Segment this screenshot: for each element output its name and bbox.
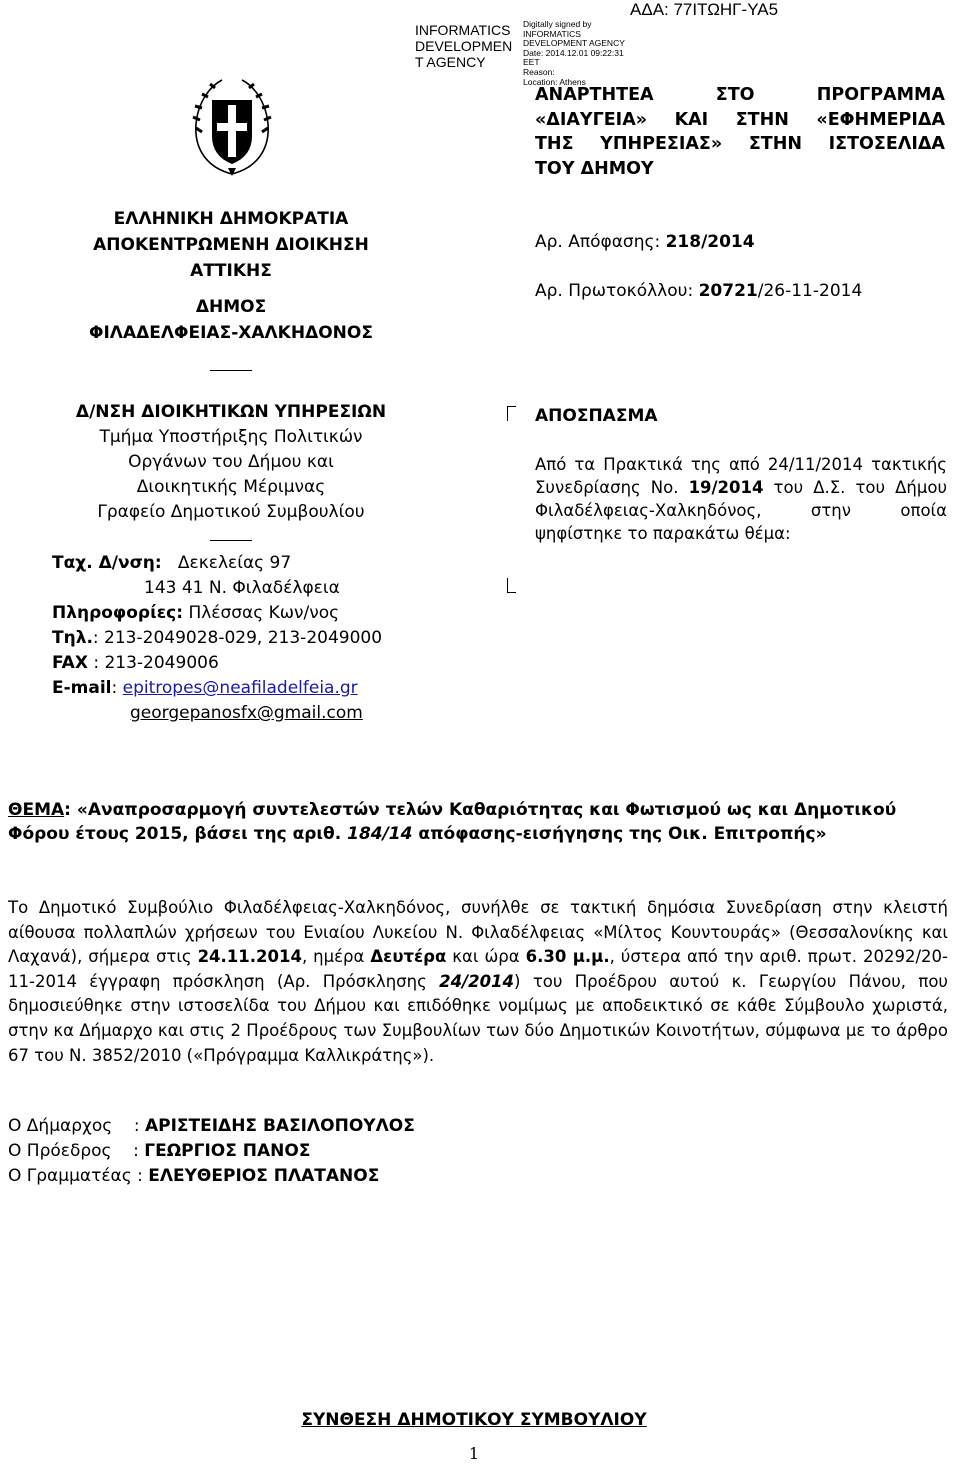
notice-word: ΠΡΟΓΡΑΜΜΑ <box>816 85 945 105</box>
page-number: 1 <box>468 1444 480 1463</box>
department-block <box>38 400 424 525</box>
phone-label: Τηλ. <box>52 628 93 648</box>
body-text: , ύστερα από την αριθ. πρωτ. 20292/20-11-2014 έγγραφη πρόσκληση (Αρ. Πρόσκλησης <box>8 947 949 991</box>
email-link-primary[interactable]: epitropes@neafiladelfeia.gr <box>122 678 358 698</box>
official-role: Ο Δήμαρχος : <box>8 1116 145 1136</box>
protocol-label: Αρ. Πρωτοκόλλου: <box>535 281 699 301</box>
info-label: Πληροφορίες: <box>52 603 184 623</box>
official-name: ΕΛΕΥΘΕΡΙΟΣ ΠΛΑΤΑΝΟΣ <box>148 1166 380 1186</box>
official-name: ΑΡΙΣΤΕΙΔΗΣ ΒΑΣΙΛΟΠΟΥΛΟΣ <box>144 1116 415 1136</box>
notice-word: ΥΠΗΡΕΣΙΑΣ» <box>600 134 723 154</box>
bracket-corner <box>507 406 516 421</box>
subject-label: ΘΕΜΑ <box>8 800 65 820</box>
address-line: 143 41 Ν. Φιλαδέλφεια <box>144 578 340 598</box>
header-line: ΔΗΜΟΣ <box>195 297 267 317</box>
signature-details <box>523 20 625 87</box>
notice-word: «ΕΦΗΜΕΡΙΔΑ <box>816 109 945 130</box>
official-row <box>8 1164 415 1189</box>
fax-label: FAX <box>52 653 88 673</box>
meeting-date: 24.11.2014 <box>197 947 302 967</box>
official-row <box>8 1139 415 1164</box>
protocol-number <box>535 281 862 301</box>
bracket-corner <box>507 578 516 593</box>
official-role: Ο Γραμματέας : <box>8 1166 149 1186</box>
signature-detail-line: DEVELOPMENT AGENCY <box>523 38 625 49</box>
header-line: ΑΤΤΙΚΗΣ <box>190 261 272 281</box>
email-separator: : <box>111 678 123 698</box>
fax-value: : 213-2049006 <box>87 653 219 673</box>
header-line: ΑΠΟΚΕΝΤΡΩΜΕΝΗ ΔΙΟΙΚΗΣΗ <box>93 235 369 255</box>
notice-line: ΤΟΥ ΔΗΜΟΥ <box>535 158 654 179</box>
header-line: ΕΛΛΗΝΙΚΗ ΔΗΜΟΚΡΑΤΙΑ <box>113 209 349 229</box>
signature-detail-line: INFORMATICS <box>523 28 581 39</box>
officials-list <box>8 1114 415 1189</box>
signature-detail-line: Date: 2014.12.01 09:22:31 <box>523 47 624 58</box>
body-paragraph <box>8 896 948 1068</box>
body-text: Το Δημοτικό Συμβούλιο Φιλαδέλφειας-Χαλκηδόνος, συνήλθε σε τακτική δημόσια Συνεδρίαση στην κλειστή αίθουσα πολλαπλών χρήσεων του Ενιαίου Λυκείου Ν. Φιλαδέλφειας «Μίλτος Κουντουράς» (Θεσσαλονίκης και Λαχανά), σήμερα στις <box>8 898 948 967</box>
decision-number <box>535 232 755 252</box>
subject-text: : «Αναπροσαρμογή συντελεστών τελών Καθαριότητας και Φωτισμού ως και Δημοτικού Φόρου έτους 2015, βάσει της αριθ. <box>8 800 897 844</box>
notice-word: ΤΗΣ <box>535 134 574 154</box>
extract-text-part: του Δ.Σ. του Δήμου Φιλαδέλφειας-Χαλκηδόνος, στην οποία ψηφίστηκε το παρακάτω θέμα: <box>535 478 947 543</box>
divider <box>210 540 252 541</box>
meeting-day: Δευτέρα <box>370 947 447 967</box>
notice-word: ΑΝΑΡΤΗΤΕΑ <box>535 85 654 105</box>
signature-detail-line: Digitally signed by <box>523 19 592 29</box>
notice-word: ΚΑΙ <box>674 109 709 130</box>
header-line: ΦΙΛΑΔΕΛΦΕΙΑΣ-ΧΑΛΚΗΔΟΝΟΣ <box>89 323 373 343</box>
signature-signer <box>415 22 512 70</box>
signer-line: T AGENCY <box>415 54 486 70</box>
greek-coat-of-arms-icon <box>188 72 276 182</box>
protocol-date: /26-11-2014 <box>757 281 863 301</box>
subject-text: απόφασης-εισήγησης της Οικ. Επιτροπής» <box>412 824 827 844</box>
meeting-time: 6.30 μ.μ. <box>525 947 610 967</box>
department-line: Τμήμα Υποστήριξης Πολιτικών <box>99 427 363 447</box>
subject-ref: 184/14 <box>347 824 413 844</box>
notice-word: ΣΤΗΝ <box>735 109 789 130</box>
signature-detail-line: Reason: <box>523 66 555 77</box>
address-label: Ταχ. Δ/νση: <box>52 553 162 573</box>
info-value: Πλέσσας Κων/νος <box>183 603 340 623</box>
department-line: Οργάνων του Δήμου και <box>128 452 334 472</box>
decision-value: 218/2014 <box>665 232 755 252</box>
invitation-number: 24/2014 <box>439 971 515 991</box>
address-line: Δεκελείας 97 <box>177 553 292 573</box>
divider <box>210 370 252 371</box>
signature-detail-line: EET <box>523 57 540 68</box>
email-link-secondary[interactable]: georgepanosfx@gmail.com <box>130 703 363 723</box>
ada-code: ΑΔΑ: 77ΙΤΩΗΓ-ΥΑ5 <box>630 0 779 19</box>
official-row <box>8 1114 415 1139</box>
body-text: , ημέρα <box>301 947 371 967</box>
extract-title: ΑΠΟΣΠΑΣΜΑ <box>535 406 658 426</box>
signer-line: INFORMATICS <box>415 22 511 38</box>
official-name: ΓΕΩΡΓΙΟΣ ΠΑΝΟΣ <box>144 1141 311 1161</box>
email-label: E-mail <box>52 678 112 698</box>
protocol-value: 20721 <box>698 281 758 301</box>
department-line: Γραφείο Δημοτικού Συμβουλίου <box>97 502 365 522</box>
session-number: 19/2014 <box>688 478 764 497</box>
publication-notice <box>535 83 945 181</box>
notice-word: ΣΤΗΝ <box>748 134 802 154</box>
decision-label: Αρ. Απόφασης: <box>535 232 666 252</box>
department-line: Διοικητικής Μέριμνας <box>136 477 326 497</box>
issuer-header <box>38 206 424 346</box>
extract-text-part: Από τα Πρακτικά της από 24/11/2014 τακτικής Συνεδρίασης Νο. <box>535 455 947 497</box>
body-text: και ώρα <box>446 947 526 967</box>
official-role: Ο Πρόεδρος : <box>8 1141 145 1161</box>
notice-word: ΣΤΟ <box>715 85 755 105</box>
signer-line: DEVELOPMEN <box>415 38 513 54</box>
department-line: Δ/ΝΣΗ ΔΙΟΙΚΗΤΙΚΩΝ ΥΠΗΡΕΣΙΩΝ <box>75 402 387 422</box>
notice-word: «ΔΙΑΥΓΕΙΑ» <box>535 109 648 130</box>
body-text: ) του Προέδρου αυτού κ. Γεωργίου Πάνου, που δημοσιεύθηκε στην ιστοσελίδα του Δήμου και επιδόθηκε νομίμως με αποδεικτικό σε κάθε Σύμβουλο χωριστά, στην κα Δήμαρχο και στις 2 Προέδρους των Συμβουλίων των δύο Δημοτικών Κοινοτήτων, σύμφωνα με το άρθρο 67 του Ν. 3852/2010 («Πρόγραμμα Καλλικράτης»). <box>8 971 948 1065</box>
extract-text <box>535 453 947 545</box>
signature-detail-line: Location: Athens <box>523 76 586 87</box>
composition-heading: ΣΥΝΘΕΣΗ ΔΗΜΟΤΙΚΟΥ ΣΥΜΒΟΥΛΙΟΥ <box>301 1410 647 1430</box>
phone-value: : 213-2049028-029, 213-2049000 <box>92 628 383 648</box>
contact-block <box>52 551 472 726</box>
subject <box>8 798 958 846</box>
notice-word: ΙΣΤΟΣΕΛΙΔΑ <box>828 134 945 154</box>
